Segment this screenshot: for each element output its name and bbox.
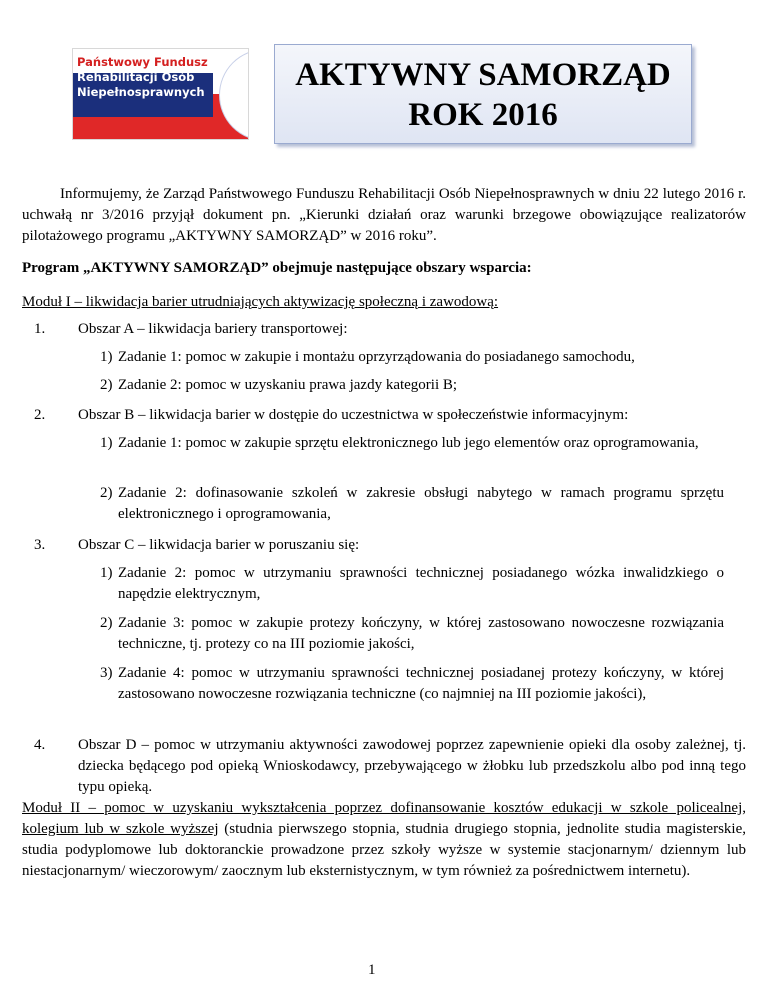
logo-line-3: Niepełnosprawnych: [77, 85, 205, 99]
logo-text: [77, 55, 208, 100]
module-2-heading: Moduł II – pomoc w uzyskaniu wykształcenia poprzez dofinansowanie kosztów edukacji w szkole policealnej, kolegium lub w szkole wyższej: [22, 800, 746, 837]
task-number: 1): [100, 565, 113, 581]
area-c-text: Obszar C – likwidacja barier w poruszaniu się:: [78, 537, 360, 553]
area-b-text: Obszar B – likwidacja barier w dostępie do uczestnictwa w społeczeństwie informacyjnym:: [78, 407, 629, 423]
task-number: 2): [100, 485, 113, 501]
area-number: 2.: [34, 407, 46, 423]
module-2-details: (studnia pierwszego stopnia, studnia drugiego stopnia, jednolite studia magisterskie, studia podyplomowe lub doktoranckie prowadzone przez szkoły wyższe w systemie stacjonarnym/ dziennym lub niestacjonarnym/ wieczorowym/ zaocznym lub eksternistycznym, w tym również za pośrednictwem internetu).: [22, 821, 746, 879]
task-text: Zadanie 1: pomoc w zakupie sprzętu elektronicznego lub jego elementów oraz oprogramowania,: [118, 435, 699, 451]
task-item: [100, 483, 724, 525]
task-item: [100, 347, 724, 368]
logo-line-2: Rehabilitacji Osób: [77, 70, 195, 84]
area-number: 1.: [34, 321, 46, 337]
area-a-text: Obszar A – likwidacja bariery transportowej:: [78, 321, 348, 337]
task-number: 2): [100, 377, 113, 393]
task-number: 1): [100, 349, 113, 365]
title-line-1: AKTYWNY SAMORZĄD: [295, 57, 671, 93]
task-number: 2): [100, 615, 113, 631]
title-box: [274, 44, 692, 144]
task-number: 3): [100, 665, 113, 681]
task-text: Zadanie 2: dofinasowanie szkoleń w zakresie obsługi nabytego w ramach programu sprzętu elektronicznego i oprogramowania,: [118, 485, 724, 522]
logo-line-1: Państwowy Fundusz: [77, 55, 208, 69]
area-number: 3.: [34, 537, 46, 553]
task-text: Zadanie 2: pomoc w utrzymaniu sprawności technicznej posiadanego wózka inwalidzkiego o napędzie elektrycznym,: [118, 565, 724, 602]
module-2-paragraph: [22, 798, 746, 882]
task-text: Zadanie 4: pomoc w utrzymaniu sprawności technicznej posiadanej protezy kończyny, w której zastosowano nowoczesne rozwiązania techniczne (co najmniej na III poziomie jakości),: [118, 665, 724, 702]
task-text: Zadanie 3: pomoc w zakupie protezy kończyny, w której zastosowano nowoczesne rozwiązania techniczne, tj. protezy co na III poziomie jakości,: [118, 615, 724, 652]
program-heading: Program „AKTYWNY SAMORZĄD” obejmuje następujące obszary wsparcia:: [22, 260, 532, 276]
area-number: 4.: [34, 737, 46, 753]
task-item: [100, 433, 724, 454]
task-number: 1): [100, 435, 113, 451]
task-text: Zadanie 2: pomoc w uzyskaniu prawa jazdy kategorii B;: [118, 377, 458, 393]
title-line-2: ROK 2016: [408, 97, 558, 133]
area-d-text: Obszar D – pomoc w utrzymaniu aktywności zawodowej poprzez zapewnienie opieki dla osoby zależnej, tj. dziecka będącego pod opieką Wnioskodawcy, przebywającego w żłobku lub przedszkolu albo pod inną tego typu opieką.: [78, 737, 746, 795]
task-item: [100, 375, 724, 396]
page-number: 1: [368, 962, 376, 978]
intro-paragraph: Informujemy, że Zarząd Państwowego Funduszu Rehabilitacji Osób Niepełnosprawnych w dniu 22 lutego 2016 r. uchwałą nr 3/2016 przyjął dokument pn. „Kierunki działań oraz warunki brzegowe obowiązujące realizatorów pilotażowego programu „AKTYWNY SAMORZĄD” w 2016 roku”.: [22, 186, 746, 244]
task-text: Zadanie 1: pomoc w zakupie i montażu oprzyrządowania do posiadanego samochodu,: [118, 349, 635, 365]
task-item: [100, 563, 724, 605]
task-item: [100, 613, 724, 655]
task-item: [100, 663, 724, 705]
pfron-logo: [72, 48, 249, 140]
module-1-heading: Moduł I – likwidacja barier utrudniających aktywizację społeczną i zawodową:: [22, 294, 499, 310]
